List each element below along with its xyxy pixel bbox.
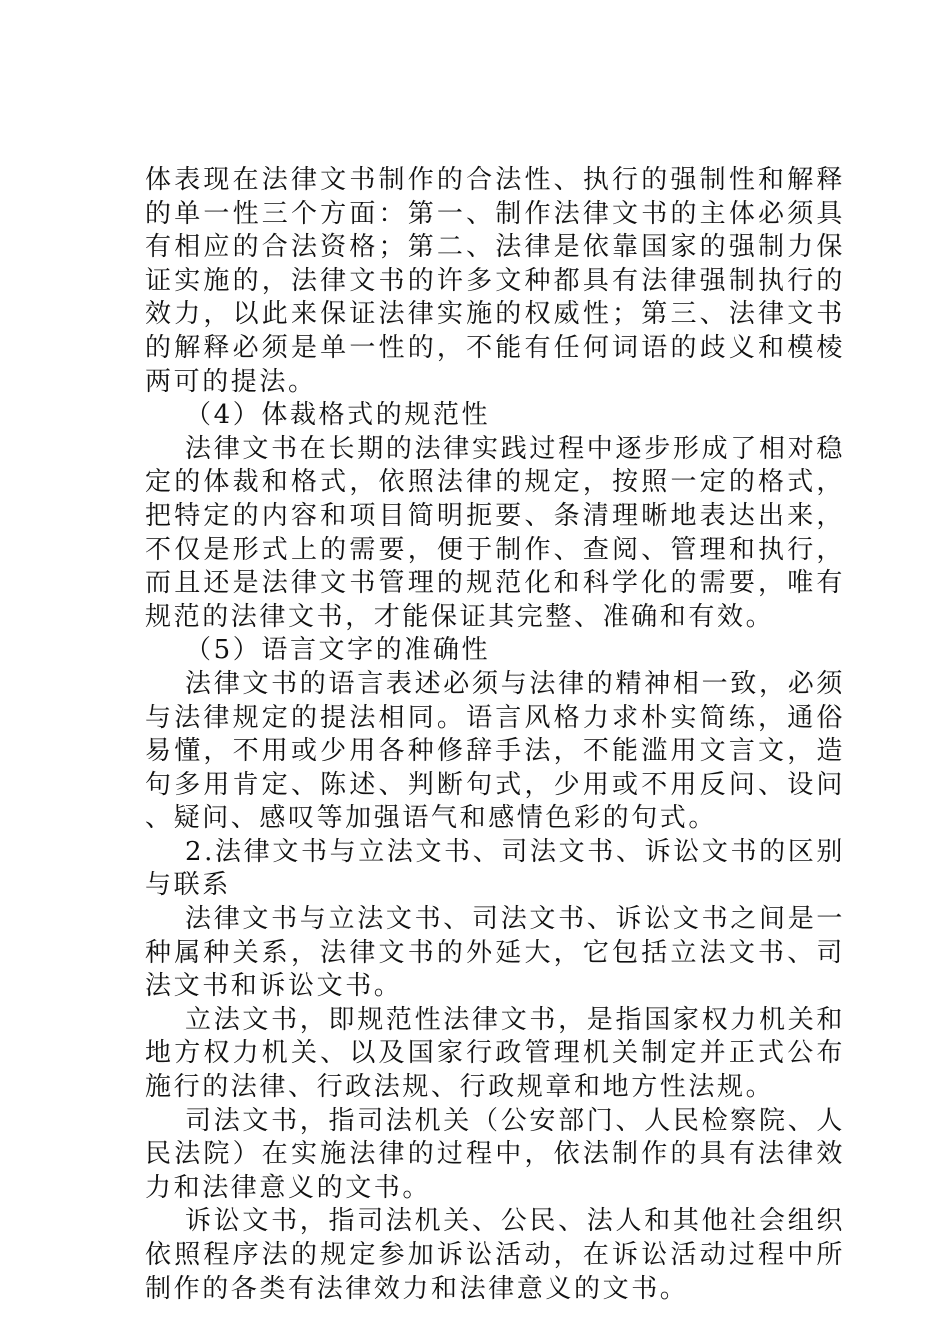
paragraph-document-relations: 法律文书与立法文书、司法文书、诉讼文书之间是一种属种关系，法律文书的外延大，它包括立法文书、司法文书和诉讼文书。 xyxy=(145,904,845,1002)
paragraph-continuation: 体表现在法律文书制作的合法性、执行的强制性和解释的单一性三个方面：第一、制作法律文书的主体必须具有相应的合法资格；第二、法律是依靠国家的强制力保证实施的，法律文书的许多文种都具有法律强制执行的效力，以此来保证法律实施的权威性；第三、法律文书的解释必须是单一性的，不能有任何词语的歧义和模棱两可的提法。 xyxy=(145,165,845,397)
paragraph-legislative-documents: 立法文书，即规范性法律文书，是指国家权力机关和地方权力机关、以及国家行政管理机关制定并正式公布施行的法律、行政法规、行政规章和地方性法规。 xyxy=(145,1004,845,1103)
paragraph-judicial-documents: 司法文书，指司法机关（公安部门、人民检察院、人民法院）在实施法律的过程中，依法制作的具有法律效力和法律意义的文书。 xyxy=(145,1105,845,1203)
paragraph-format-norms: 法律文书在长期的法律实践过程中逐步形成了相对稳定的体裁和格式，依照法律的规定，按照一定的格式，把特定的内容和项目简明扼要、条清理晰地表达出来，不仅是形式上的需要，便于制作、查阅、管理和执行，而且还是法律文书管理的规范化和科学化的需要，唯有规范的法律文书，才能保证其完整、准确和有效。 xyxy=(145,433,845,632)
heading-language-accuracy: （5）语言文字的准确性 xyxy=(185,635,491,666)
document-body xyxy=(145,164,845,1306)
heading-document-relations: 2.法律文书与立法文书、司法文书、诉讼文书的区别与联系 xyxy=(145,836,845,901)
heading-format-norms: （4）体裁格式的规范性 xyxy=(185,400,491,431)
paragraph-language-accuracy: 法律文书的语言表述必须与法律的精神相一致，必须与法律规定的提法相同。语言风格力求朴实简练，通俗易懂，不用或少用各种修辞手法，不能滥用文言文，造句多用肯定、陈述、判断句式，少用或不用反问、设问、疑问、感叹等加强语气和感情色彩的句式。 xyxy=(145,668,845,834)
paragraph-litigation-documents: 诉讼文书，指司法机关、公民、法人和其他社会组织依照程序法的规定参加诉讼活动，在诉讼活动过程中所制作的各类有法律效力和法律意义的文书。 xyxy=(145,1206,845,1304)
